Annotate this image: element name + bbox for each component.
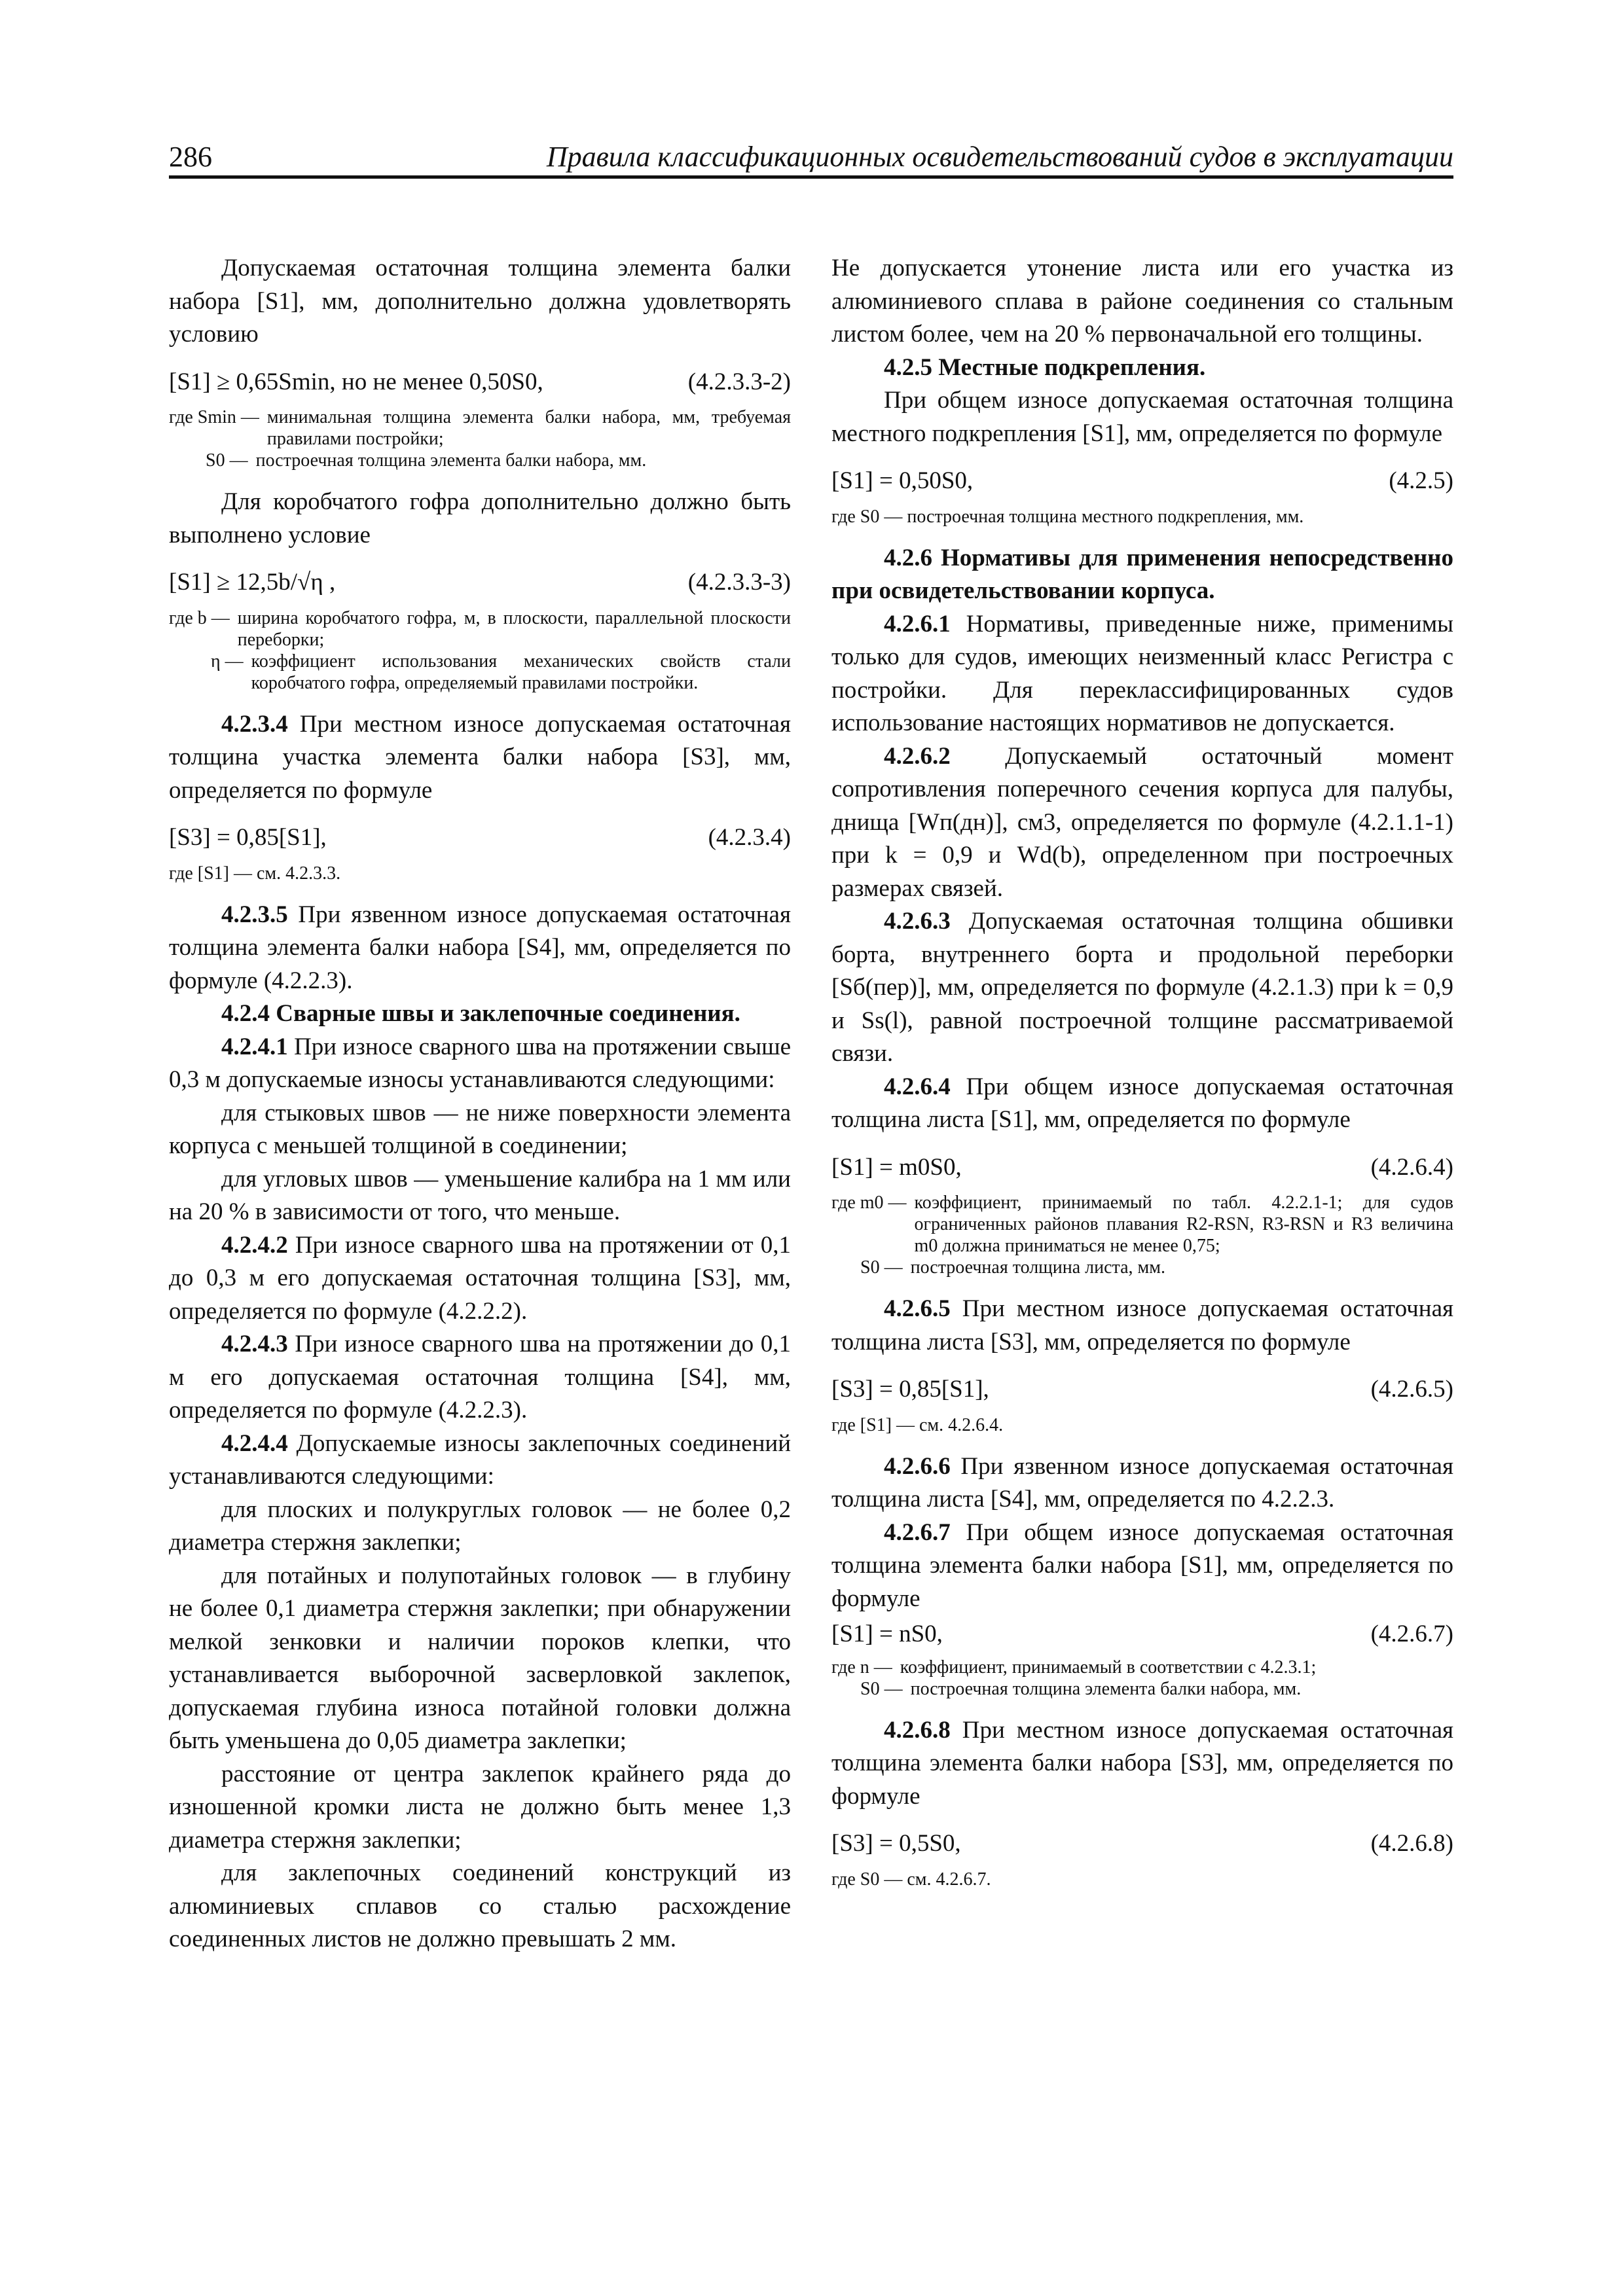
clause-text: При износе сварного шва на протяжении от 0,1 до 0,3 м его допускаемая остаточная толщина [S3], мм, определяется по формуле (4.2.2.2). [169,1231,791,1325]
page-header [169,141,1453,180]
clause-4-2-6-5 [831,1293,1453,1359]
clause-number: 4.2.6.7 [884,1518,951,1546]
section-heading-4-2-4: 4.2.4 Сварные швы и заклепочные соединения. [221,1000,740,1027]
equation-4-2-6-8 [831,1827,1453,1861]
legend-key: где b — [169,607,230,628]
equation-body: [S1] = nS0, [831,1621,943,1647]
running-title: Правила классификационных освидетельствований судов в эксплуатации [546,141,1453,173]
clause-number: 4.2.6.8 [884,1716,951,1744]
clause-text: При износе сварного шва на протяжении до 0,1 м его допускаемая остаточная толщина [S4], мм, определяется по формуле (4.2.2.3). [169,1331,792,1424]
equation-body: [S1] = 0,50S0, [831,467,974,494]
legend-text: коэффициент, принимаемый в соответствии с 4.2.3.1; [900,1657,1317,1677]
legend-row [831,1192,1453,1257]
legend-row [206,450,791,471]
clause-4-2-4-1 [169,1031,791,1097]
legend-text: коэффициент, принимаемый по табл. 4.2.2.1-1; для судов ограниченных районов плавания R2-RSN, R3-RSN и R3 величина m0 должна приниматься не менее 0,75; [914,1193,1453,1256]
equation-legend: где [S1] — см. 4.2.3.3. [169,863,341,884]
clause-number: 4.2.6.5 [884,1295,951,1322]
equation-number: (4.2.6.7) [1370,1621,1453,1647]
clause-text: Допускаемая остаточная толщина обшивки борта, внутреннего борта и продольной переборки [Sб(пер)], мм, определяется по формуле (4.2.1.3) при k = 0,9 и Ss(l), равной построечной толщине рассматриваемой связи. [831,908,1453,1067]
equation-number: (4.2.6.8) [1370,1830,1453,1857]
clause-number: 4.2.6.6 [884,1452,951,1480]
equation-number: (4.2.3.4) [708,824,791,851]
clause-number: 4.2.6.4 [884,1073,951,1100]
legend-row [860,1678,1453,1700]
clause-number: 4.2.3.5 [221,901,288,928]
equation-4-2-3-3-3 [169,566,791,600]
section-heading-4-2-5: 4.2.5 Местные подкрепления. [884,353,1206,381]
equation-4-2-6-5 [831,1373,1453,1407]
list-item: для стыковых швов — не ниже поверхности элемента корпуса с меньшей толщиной в соединении; [169,1099,791,1159]
list-item: для потайных и полупотайных головок — в глубину не более 0,1 диаметра стержня заклепки; при обнаружении мелкой зенковки и наличии пороков клепки, что устанавливается выборочной засверловкой заклепок, допускаемая глубина износа потайной головки должна быть уменьшена до 0,05 диаметра заклепки; [169,1562,791,1754]
clause-text: Допускаемые износы заклепочных соединений устанавливаются следующими: [169,1429,792,1490]
clause-text: Допускаемый остаточный момент сопротивления поперечного сечения корпуса для палубы, днища [Wп(дн)], см3, определяется по формуле (4.2.1.1-1) при k = 0,9 и Wd(b), определенном при построечных размерах связей. [831,742,1453,902]
equation-4-2-3-3-2 [169,366,791,399]
equation-body: [S1] ≥ 12,5b/√η , [169,569,336,596]
equation-body: [S1] = m0S0, [831,1153,962,1181]
list-item: расстояние от центра заклепок крайнего ряда до изношенной кромки листа не должно быть менее 1,3 диаметра стержня заклепки; [169,1760,791,1854]
clause-4-2-6-7 [831,1516,1453,1616]
equation-legend: где S0 — построечная толщина местного подкрепления, мм. [831,506,1304,527]
equation-4-2-3-4 [169,821,791,855]
legend-text: коэффициент использования механических свойств стали коробчатого гофра, определяемый правилами постройки. [251,651,791,693]
list-item: для угловых швов — уменьшение калибра на 1 мм или на 20 % в зависимости от того, что меньше. [169,1165,791,1225]
header-rule [169,175,1453,179]
clause-number: 4.2.6.1 [884,610,951,637]
left-column [169,252,791,1956]
list-item: для плоских и полукруглых головок — не более 0,2 диаметра стержня заклепки; [169,1496,791,1556]
section-heading-4-2-6: 4.2.6 Нормативы для применения непосредственно при освидетельствовании корпуса. [831,544,1453,604]
equation-body: [S3] = 0,5S0, [831,1830,961,1857]
right-column [831,252,1453,1905]
legend-text: построечная толщина элемента балки набора, мм. [910,1678,1302,1699]
clause-4-2-4-3 [169,1328,791,1427]
legend-text: минимальная толщина элемента балки набора, мм, требуемая правилами постройки; [266,407,791,449]
clause-number: 4.2.4.1 [221,1033,288,1060]
paragraph-intro: Допускаемая остаточная толщина элемента балки набора [S1], мм, дополнительно должна удовлетворять условию [169,255,791,348]
equation-number: (4.2.3.3-3) [687,569,791,596]
equation-legend [831,1192,1453,1278]
legend-key: S0 — [206,450,248,471]
legend-key: η — [211,651,244,672]
clause-text: При общем износе допускаемая остаточная толщина элемента балки набора [S1], мм, определяется по формуле [831,1518,1453,1612]
legend-row [169,607,791,651]
equation-legend [169,406,791,471]
clause-number: 4.2.4.4 [221,1429,288,1457]
list-item: для заклепочных соединений конструкций из алюминиевых сплавов со сталью расхождение соединенных листов не должно превышать 2 мм. [169,1859,791,1952]
equation-number: (4.2.6.4) [1370,1153,1453,1181]
legend-row [831,1657,1453,1678]
equation-legend: где S0 — см. 4.2.6.7. [831,1869,991,1890]
clause-number: 4.2.4.3 [221,1331,288,1357]
equation-legend [169,607,791,694]
equation-number: (4.2.6.5) [1370,1376,1453,1403]
equation-number: (4.2.3.3-2) [687,368,791,395]
clause-4-2-6-1 [831,608,1453,740]
clause-4-2-3-4 [169,708,791,808]
equation-4-2-5 [831,465,1453,498]
equation-body: [S3] = 0,85[S1], [831,1376,989,1403]
page-number: 286 [169,141,212,173]
clause-text: При язвенном износе допускаемая остаточная толщина листа [S4], мм, определяется по 4.2.2.3. [831,1452,1453,1513]
equation-body: [S3] = 0,85[S1], [169,824,327,851]
legend-key: где Smin — [169,407,259,427]
clause-text: При износе сварного шва на протяжении свыше 0,3 м допускаемые износы устанавливаются следующими: [169,1033,792,1093]
legend-text: построечная толщина листа, мм. [910,1257,1165,1278]
paragraph-corrugation: Для коробчатого гофра дополнительно должно быть выполнено условие [169,488,791,548]
clause-number: 4.2.6.3 [884,908,951,935]
legend-row [169,406,791,450]
clause-4-2-6-4 [831,1071,1453,1137]
equation-body: [S1] ≥ 0,65Smin, но не менее 0,50S0, [169,368,543,395]
clause-text: Нормативы, приведенные ниже, применимы только для судов, имеющих неизменный класс Регистра с постройки. Для переклассифицированных судов использование настоящих нормативов не допускается. [831,610,1454,736]
paragraph-continued: Не допускается утонение листа или его участка из алюминиевого сплава в районе соединения со стальным листом более, чем на 20 % первоначальной его толщины. [831,255,1453,348]
legend-key: где n — [831,1657,892,1677]
equation-legend [831,1657,1453,1700]
clause-number: 4.2.3.4 [221,710,288,738]
clause-number: 4.2.6.2 [884,742,951,770]
clause-text: При язвенном износе допускаемая остаточная толщина элемента балки набора [S4], мм, определяется по формуле (4.2.2.3). [169,901,791,994]
legend-key: где m0 — [831,1193,907,1213]
equation-4-2-6-4 [831,1151,1453,1185]
clause-text: При местном износе допускаемая остаточная толщина листа [S3], мм, определяется по формуле [831,1295,1454,1355]
equation-legend: где [S1] — см. 4.2.6.4. [831,1414,1004,1435]
legend-key: S0 — [860,1678,903,1699]
clause-4-2-3-5 [169,899,791,998]
clause-text: При местном износе допускаемая остаточная толщина участка элемента балки набора [S3], мм, определяется по формуле [169,710,792,804]
clause-4-2-6-6 [831,1450,1453,1516]
clause-text: При общем износе допускаемая остаточная толщина листа [S1], мм, определяется по формуле [831,1073,1453,1133]
legend-text: ширина коробчатого гофра, м, в плоскости, параллельной плоскости переборки; [237,607,791,650]
legend-row [211,651,791,694]
equation-number: (4.2.5) [1389,467,1453,494]
paragraph-local-stiffeners: При общем износе допускаемая остаточная толщина местного подкрепления [S1], мм, определяется по формуле [831,387,1453,447]
legend-text: построечная толщина элемента балки набора, мм. [255,450,647,471]
clause-4-2-4-2 [169,1229,791,1329]
clause-4-2-6-3 [831,905,1453,1071]
equation-4-2-6-7 [831,1618,1453,1651]
legend-key: S0 — [860,1257,903,1278]
clause-4-2-4-4 [169,1427,791,1494]
legend-row [860,1257,1453,1278]
clause-text: При местном износе допускаемая остаточная толщина элемента балки набора [S3], мм, определяется по формуле [831,1716,1454,1810]
clause-4-2-6-2 [831,740,1453,906]
clause-number: 4.2.4.2 [221,1231,288,1259]
clause-4-2-6-8 [831,1714,1453,1814]
